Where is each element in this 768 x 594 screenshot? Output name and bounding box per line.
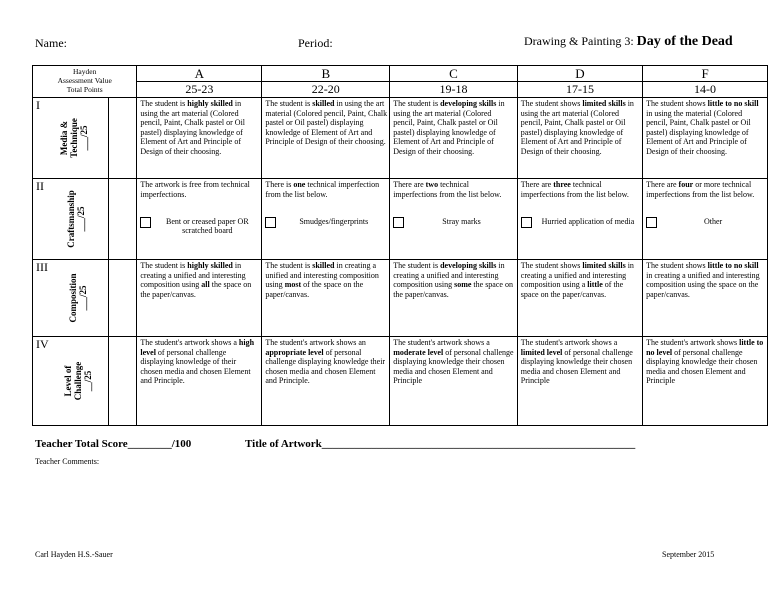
checkbox[interactable] — [646, 217, 657, 228]
descriptor-text: The student's artwork shows a limited level of personal challenge displaying knowledge their chosen media and chosen Element and Principle — [520, 338, 633, 386]
score-blank: ___/25 — [76, 206, 87, 232]
criterion-line: Level of — [63, 365, 74, 397]
grade-letter: B — [262, 66, 389, 82]
checklist-label: Hurried application of media — [541, 217, 635, 226]
checkbox[interactable] — [140, 217, 151, 228]
name-label: Name: — [35, 36, 67, 50]
spacer-cell — [109, 98, 137, 179]
grade-f-header — [643, 66, 768, 98]
rubric-row-composition — [33, 260, 768, 337]
page-title — [524, 34, 733, 50]
rubric-row-craftsmanship — [33, 179, 768, 260]
descriptor-cell — [137, 260, 262, 337]
grade-range: 22-20 — [311, 82, 340, 96]
descriptor-cell — [643, 337, 768, 426]
assess-label-1: Hayden — [73, 67, 97, 76]
descriptor-cell — [262, 260, 390, 337]
descriptor-text: The student is developing skills in using the art material (Colored pencil, Paint, Chalk pastel or Oil pastel) displaying knowledge of Element of Art and Principle of Design of their choosing. — [393, 99, 505, 156]
criterion-line: Craftsmanship — [66, 190, 77, 248]
descriptor-cell — [517, 337, 642, 426]
descriptor-text: The student is developing skills in creating a unified and interesting composition using some the space on the paper/canvas. — [393, 261, 513, 299]
descriptor-cell — [137, 337, 262, 426]
title-of-artwork[interactable]: Title of Artwork_________________________________________________________ — [245, 438, 636, 450]
rubric-table — [32, 65, 768, 426]
grade-range: 14-0 — [694, 82, 717, 96]
descriptor-text: The student's artwork shows little to no level of personal challenge displaying knowledge their chosen media and chosen Element and Principle — [646, 338, 764, 386]
descriptor-text: There is one technical imperfection from the list below. — [265, 180, 380, 199]
period-label: Period: — [298, 36, 333, 50]
row-label-cell — [33, 98, 109, 179]
descriptor-cell — [643, 98, 768, 179]
course-label: Drawing & Painting 3: — [524, 34, 634, 48]
row-number: II — [36, 179, 44, 193]
criterion-line: Composition — [68, 273, 79, 323]
row-label-cell — [33, 337, 109, 426]
checklist-label: Bent or creased paper OR scratched board — [166, 217, 249, 235]
grade-a-header — [137, 66, 262, 98]
descriptor-cell — [262, 98, 390, 179]
descriptor-text: The student is highly skilled in using the art material (Colored pencil, Paint, Chalk pastel or Oil pastel) displaying knowledge of Element of Art and Principle of Design of their choosing. — [140, 99, 246, 156]
grade-b-header — [262, 66, 390, 98]
descriptor-cell — [390, 260, 518, 337]
descriptor-cell — [262, 179, 390, 260]
row-label-cell — [33, 260, 109, 337]
checklist-item — [390, 214, 517, 228]
checklist-item — [643, 214, 767, 228]
descriptor-text: There are four or more technical imperfections from the list below. — [646, 180, 755, 199]
grade-d-header — [517, 66, 642, 98]
row-label-cell — [33, 179, 109, 260]
criterion-line: Challenge — [73, 361, 84, 401]
school-label: Carl Hayden H.S.-Sauer — [35, 550, 113, 559]
descriptor-text: The student is highly skilled in creating a unified and interesting composition using all the space on the paper/canvas. — [140, 261, 252, 299]
grade-header-row — [33, 66, 768, 98]
assess-label-3: Total Points — [66, 85, 103, 94]
descriptor-text: The artwork is free from technical imperfections. — [140, 180, 250, 199]
date-label: September 2015 — [662, 550, 715, 559]
grade-range: 25-23 — [185, 82, 214, 96]
descriptor-text: The student's artwork shows a moderate level of personal challenge displaying knowledge their chosen media and chosen Element and Principle — [393, 338, 514, 386]
checkbox[interactable] — [393, 217, 404, 228]
descriptor-cell — [390, 179, 518, 260]
grade-letter: D — [518, 66, 642, 82]
descriptor-cell — [137, 179, 262, 260]
descriptor-text: There are three technical imperfections from the list below. — [520, 180, 629, 199]
descriptor-cell — [390, 337, 518, 426]
teacher-total-score[interactable]: Teacher Total Score________/100 — [35, 438, 192, 450]
rubric-row-level-of-challenge — [33, 337, 768, 426]
descriptor-text: The student shows limited skills in creating a unified and interesting composition using a little of the space on the paper/canvas. — [520, 261, 634, 299]
grade-letter: F — [643, 66, 767, 82]
checklist-label: Smudges/fingerprints — [299, 217, 369, 226]
grade-c-header — [390, 66, 518, 98]
assessment-header — [33, 66, 137, 98]
descriptor-text: The student is skilled in using the art material (Colored pencil, Paint, Chalk pastel or Oil pastel) displaying knowledge of Element of Art and Principle of Design of their choosing. — [265, 99, 388, 147]
spacer-cell — [109, 179, 137, 260]
criterion-line: Media & — [59, 120, 70, 156]
checklist-item — [262, 214, 389, 228]
checklist-label: Other — [703, 217, 723, 226]
descriptor-cell — [517, 179, 642, 260]
criterion-label — [63, 362, 93, 401]
spacer-cell — [109, 337, 137, 426]
descriptor-cell — [643, 179, 768, 260]
checkbox[interactable] — [265, 217, 276, 228]
descriptor-cell — [643, 260, 768, 337]
row-number: III — [36, 260, 48, 274]
score-blank: ___/25 — [78, 285, 89, 311]
score-blank: ___/25 — [79, 125, 90, 151]
criterion-label — [68, 273, 88, 322]
row-number: IV — [36, 337, 49, 351]
assess-label-2: Assessment Value — [57, 76, 112, 85]
descriptor-text: The student's artwork shows an appropriate level of personal challenge displaying knowledge their chosen media and chosen Element and Principle. — [265, 338, 386, 386]
checklist-label: Stray marks — [442, 217, 481, 226]
teacher-comments-label: Teacher Comments: — [35, 457, 100, 466]
descriptor-text: The student shows little to no skill in creating a unified and interesting composition using the space on the paper/canvas. — [646, 261, 760, 299]
checklist-item — [518, 214, 642, 228]
descriptor-text: The student shows little to no skill in using the material (Colored pencil, Paint, Chalk pastel or Oil pastel) displaying knowledge of Element of Art and Principle of Design of their choosing. — [646, 99, 759, 156]
score-blank: __/25 — [83, 370, 94, 392]
descriptor-cell — [517, 98, 642, 179]
project-label: Day of the Dead — [636, 34, 733, 49]
criterion-label — [66, 190, 86, 248]
grade-letter: A — [137, 66, 261, 82]
criterion-label — [59, 118, 89, 158]
grade-letter: C — [390, 66, 517, 82]
descriptor-text: The student's artwork shows a high level of personal challenge displaying knowledge of their chosen media and chosen Element and Principle. — [140, 338, 255, 386]
checklist-item — [137, 214, 261, 235]
checkbox[interactable] — [521, 217, 532, 228]
descriptor-text: The student shows limited skills in using the art material (Colored pencil, Paint, Chalk pastel or Oil pastel) displaying knowledge of Element of Art and Principle of Design of their choosing. — [520, 99, 634, 156]
descriptor-cell — [517, 260, 642, 337]
rubric-row-media-technique — [33, 98, 768, 179]
descriptor-cell — [137, 98, 262, 179]
spacer-cell — [109, 260, 137, 337]
grade-range: 19-18 — [439, 82, 468, 96]
descriptor-text: There are two technical imperfections from the list below. — [393, 180, 502, 199]
row-number: I — [36, 98, 40, 112]
descriptor-cell — [262, 337, 390, 426]
grade-range: 17-15 — [565, 82, 594, 96]
descriptor-text: The student is skilled in creating a unified and interesting composition using most of the space on the paper/canvas. — [265, 261, 379, 299]
descriptor-cell — [390, 98, 518, 179]
criterion-line: Technique — [69, 118, 80, 158]
